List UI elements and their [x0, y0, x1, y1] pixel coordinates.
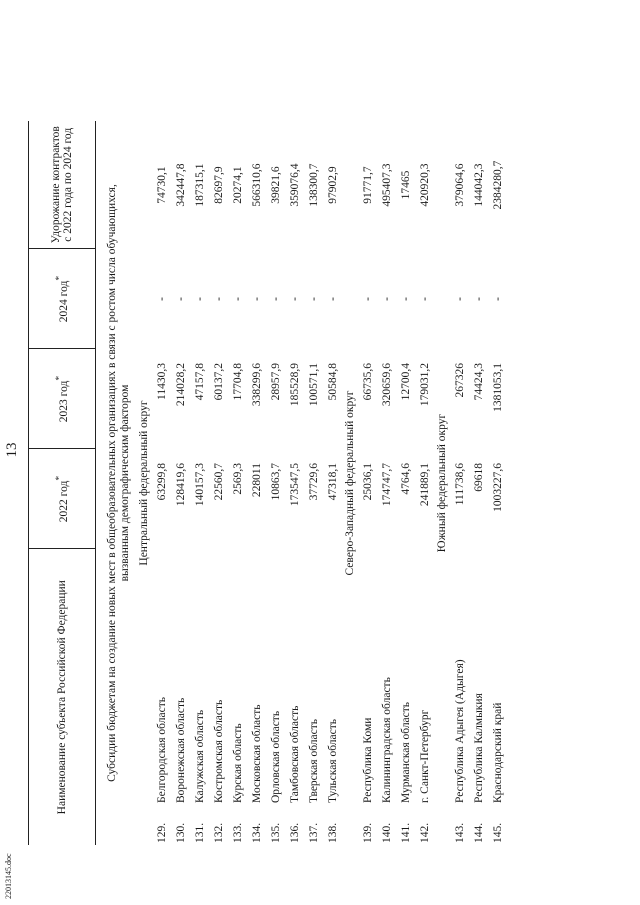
value-2024: - [155, 297, 168, 301]
value-2022: 69618 [472, 463, 485, 492]
value-2023: 11430,3 [155, 363, 168, 400]
subject-name: Тверская область [307, 719, 320, 803]
row-number: 138. [326, 822, 339, 843]
value-2022: 140157,3 [193, 463, 206, 507]
value-2024: - [380, 297, 393, 301]
value-2023: 60137,2 [212, 363, 225, 401]
value-2022: 241889,1 [418, 463, 431, 507]
subject-name: Республика Адыгея (Адыгея) [453, 659, 466, 803]
value-2023: 320659,6 [380, 363, 393, 407]
value-2023: 100571,1 [307, 363, 320, 407]
row-number: 135. [269, 822, 282, 843]
table-row [304, 121, 323, 845]
value-2023: 66735,6 [361, 363, 374, 401]
subject-name: Тамбовская область [288, 705, 301, 803]
value-2024: - [326, 297, 339, 301]
subsidy-table [28, 121, 507, 845]
district-row [434, 121, 450, 845]
table-title: Субсидии бюджетам на создание новых мест в общеобразовательных организациях в связи с ростом числа обучающихся, вызванным демографическим фактором [106, 184, 131, 782]
value-2022: 25036,1 [361, 463, 374, 501]
value-2022: 10863,7 [269, 463, 282, 501]
value-total: 342447,8 [174, 163, 187, 207]
table-row [285, 121, 304, 845]
value-2023: 214028,2 [174, 363, 187, 407]
row-number: 131. [193, 822, 206, 843]
table-row [488, 121, 507, 845]
value-total: 17465 [399, 170, 412, 200]
subject-name: г. Санкт-Петербург [418, 709, 431, 803]
value-2023: 267326 [453, 363, 466, 398]
row-number: 136. [288, 822, 301, 843]
value-2022: 111738,6 [453, 463, 466, 506]
value-2023: 1381053,1 [491, 363, 504, 412]
value-2024: - [288, 297, 301, 301]
value-2022: 128419,6 [174, 463, 187, 507]
value-2023: 28957,9 [269, 363, 282, 401]
row-number: 132. [212, 822, 225, 843]
row-number: 129. [155, 822, 168, 843]
value-total: 97902,9 [326, 166, 339, 204]
table-row [247, 121, 266, 845]
table-row [323, 121, 342, 845]
table-row [266, 121, 285, 845]
table-row [358, 121, 377, 845]
value-total: 138300,7 [307, 163, 320, 207]
row-number: 145. [491, 822, 504, 843]
table-row [415, 121, 434, 845]
district-row [136, 121, 152, 845]
row-number: 130. [174, 822, 187, 843]
district-title: Южный федеральный округ [436, 413, 448, 553]
table-row [228, 121, 247, 845]
subject-name: Тульская область [326, 719, 339, 803]
value-2024: - [491, 297, 504, 301]
table-row [190, 121, 209, 845]
value-2022: 228011 [250, 463, 263, 498]
value-total: 566310,6 [250, 163, 263, 207]
header-2024: 2024 год* [29, 249, 96, 349]
table-row [469, 121, 488, 845]
value-2022: 174747,7 [380, 463, 393, 507]
subject-name: Краснодарский край [491, 702, 504, 803]
subject-name: Мурманская область [399, 701, 412, 803]
value-total: 39821,6 [269, 166, 282, 204]
value-2024: - [453, 297, 466, 301]
value-2023: 179031,2 [418, 363, 431, 407]
value-total: 359076,4 [288, 163, 301, 207]
subject-name: Калужская область [193, 709, 206, 803]
value-2023: 47157,8 [193, 363, 206, 401]
value-total: 144042,3 [472, 163, 485, 207]
value-2022: 22560,7 [212, 463, 225, 501]
value-total: 20274,1 [231, 166, 244, 204]
value-total: 82697,9 [212, 166, 225, 204]
subject-name: Республика Коми [361, 717, 374, 803]
value-2024: - [307, 297, 320, 301]
subject-name: Республика Калмыкия [472, 693, 485, 803]
value-2024: - [231, 297, 244, 301]
table-row [171, 121, 190, 845]
value-total: 187315,1 [193, 163, 206, 207]
footer-file-code: 22013145.doc [4, 853, 13, 899]
value-2022: 63299,8 [155, 463, 168, 501]
row-number: 142. [418, 822, 431, 843]
row-number: 140. [380, 822, 393, 843]
row-number: 141. [399, 822, 412, 843]
row-number: 133. [231, 822, 244, 843]
value-2023: 50584,8 [326, 363, 339, 401]
value-2023: 338299,6 [250, 363, 263, 407]
title-row [96, 121, 137, 845]
value-total: 2384280,7 [491, 160, 504, 210]
row-number: 143. [453, 822, 466, 843]
subject-name: Курская область [231, 723, 244, 803]
table-row [152, 121, 171, 845]
value-2024: - [472, 297, 485, 301]
value-2024: - [269, 297, 282, 301]
value-2024: - [418, 297, 431, 301]
value-total: 495407,3 [380, 163, 393, 207]
subject-name: Костромская область [212, 699, 225, 803]
value-2022: 47318,1 [326, 463, 339, 501]
table-row [450, 121, 469, 845]
value-2023: 12700,4 [399, 363, 412, 401]
value-2023: 74424,3 [472, 363, 485, 401]
table-header-row [29, 121, 96, 845]
value-total: 379064,6 [453, 163, 466, 207]
row-number: 137. [307, 822, 320, 843]
value-2024: - [361, 297, 374, 301]
value-total: 91771,7 [361, 166, 374, 204]
value-2022: 173547,5 [288, 463, 301, 507]
value-2024: - [193, 297, 206, 301]
subject-name: Калининградская область [380, 677, 393, 803]
header-total: Удорожание контрактов с 2022 года по 2024 год [29, 121, 96, 249]
value-2024: - [399, 297, 412, 301]
value-2022: 37729,6 [307, 463, 320, 501]
value-2022: 2569,3 [231, 463, 244, 495]
value-2023: 17704,8 [231, 363, 244, 401]
subject-name: Воронежская область [174, 697, 187, 803]
header-2023: 2023 год* [29, 349, 96, 449]
subject-name: Московская область [250, 704, 263, 803]
table-row [396, 121, 415, 845]
value-2022: 4764,6 [399, 463, 412, 495]
row-number: 134. [250, 822, 263, 843]
table-row [377, 121, 396, 845]
value-2024: - [174, 297, 187, 301]
header-subject: Наименование субъекта Российской Федерации [29, 549, 96, 845]
value-2024: - [212, 297, 225, 301]
subject-name: Орловская область [269, 710, 282, 803]
district-row [342, 121, 358, 845]
value-total: 74730,1 [155, 166, 168, 204]
value-2024: - [250, 297, 263, 301]
row-number: 144. [472, 822, 485, 843]
value-2023: 185528,9 [288, 363, 301, 407]
subject-name: Белгородская область [155, 697, 168, 803]
district-title: Северо-Западный федеральный округ [344, 390, 356, 576]
page-number: 13 [4, 442, 20, 458]
table-row [209, 121, 228, 845]
header-2022: 2022 год* [29, 449, 96, 549]
value-total: 420920,3 [418, 163, 431, 207]
row-number: 139. [361, 822, 374, 843]
district-title: Центральный федеральный округ [138, 400, 150, 566]
value-2022: 1003227,6 [491, 463, 504, 512]
